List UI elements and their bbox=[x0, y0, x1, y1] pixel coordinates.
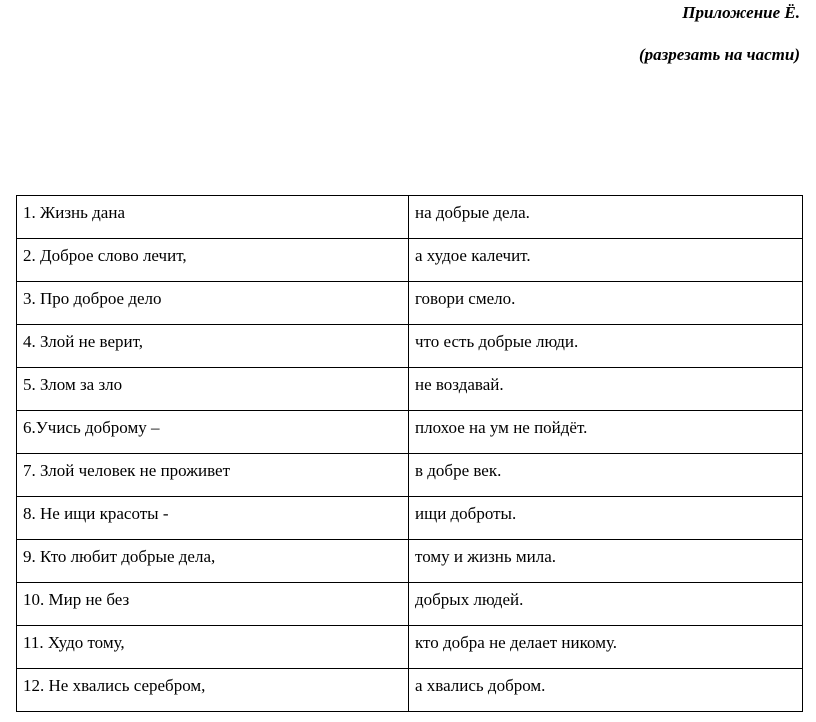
proverb-beginning: 6.Учись доброму – bbox=[23, 418, 160, 437]
proverb-ending: тому и жизнь мила. bbox=[415, 547, 557, 566]
proverb-ending: ищи доброты. bbox=[415, 504, 517, 523]
proverb-beginning-cell bbox=[17, 497, 409, 540]
proverb-ending-cell bbox=[409, 325, 803, 368]
table-row bbox=[17, 282, 803, 325]
table-row bbox=[17, 411, 803, 454]
proverb-beginning: 12. Не хвались серебром, bbox=[23, 676, 206, 695]
proverb-ending-cell bbox=[409, 626, 803, 669]
proverb-beginning-cell bbox=[17, 239, 409, 282]
proverb-ending-cell bbox=[409, 282, 803, 325]
proverb-beginning-cell bbox=[17, 368, 409, 411]
proverb-beginning-cell bbox=[17, 540, 409, 583]
table-row bbox=[17, 669, 803, 712]
appendix-title: Приложение Ё. bbox=[682, 3, 800, 22]
table-row bbox=[17, 368, 803, 411]
proverb-ending: говори смело. bbox=[415, 289, 516, 308]
proverb-ending-cell bbox=[409, 368, 803, 411]
proverb-beginning-cell bbox=[17, 196, 409, 239]
proverb-beginning: 1. Жизнь дана bbox=[23, 203, 125, 222]
table-row bbox=[17, 540, 803, 583]
proverb-beginning: 2. Доброе слово лечит, bbox=[23, 246, 187, 265]
table-row bbox=[17, 454, 803, 497]
proverb-beginning-cell bbox=[17, 626, 409, 669]
cut-instruction: (разрезать на части) bbox=[639, 45, 800, 64]
proverb-ending-cell bbox=[409, 669, 803, 712]
proverb-beginning: 11. Худо тому, bbox=[23, 633, 125, 652]
proverb-ending-cell bbox=[409, 411, 803, 454]
table-row bbox=[17, 325, 803, 368]
table-row bbox=[17, 583, 803, 626]
proverb-ending: а хвались добром. bbox=[415, 676, 546, 695]
proverb-beginning: 3. Про доброе дело bbox=[23, 289, 162, 308]
proverb-ending: добрых людей. bbox=[415, 590, 524, 609]
proverb-ending: а худое калечит. bbox=[415, 246, 531, 265]
proverbs-table bbox=[16, 195, 803, 712]
proverb-beginning-cell bbox=[17, 454, 409, 497]
proverb-beginning: 4. Злой не верит, bbox=[23, 332, 143, 351]
proverb-ending-cell bbox=[409, 497, 803, 540]
proverb-ending-cell bbox=[409, 540, 803, 583]
proverb-beginning: 8. Не ищи красоты - bbox=[23, 504, 169, 523]
table-row bbox=[17, 196, 803, 239]
proverb-ending: кто добра не делает никому. bbox=[415, 633, 617, 652]
proverb-ending-cell bbox=[409, 196, 803, 239]
proverb-beginning-cell bbox=[17, 411, 409, 454]
proverb-ending: не воздавай. bbox=[415, 375, 504, 394]
proverb-ending-cell bbox=[409, 454, 803, 497]
proverb-ending-cell bbox=[409, 583, 803, 626]
proverb-ending-cell bbox=[409, 239, 803, 282]
proverb-ending: что есть добрые люди. bbox=[415, 332, 579, 351]
proverb-beginning: 5. Злом за зло bbox=[23, 375, 123, 394]
proverb-beginning: 10. Мир не без bbox=[23, 590, 130, 609]
proverb-ending: на добрые дела. bbox=[415, 203, 530, 222]
proverb-beginning: 7. Злой человек не проживет bbox=[23, 461, 230, 480]
table-row bbox=[17, 497, 803, 540]
proverb-beginning-cell bbox=[17, 583, 409, 626]
proverb-beginning-cell bbox=[17, 282, 409, 325]
proverb-beginning: 9. Кто любит добрые дела, bbox=[23, 547, 216, 566]
table-row bbox=[17, 239, 803, 282]
proverb-beginning-cell bbox=[17, 325, 409, 368]
proverb-ending: в добре век. bbox=[415, 461, 502, 480]
proverb-beginning-cell bbox=[17, 669, 409, 712]
table-row bbox=[17, 626, 803, 669]
proverb-ending: плохое на ум не пойдёт. bbox=[415, 418, 588, 437]
